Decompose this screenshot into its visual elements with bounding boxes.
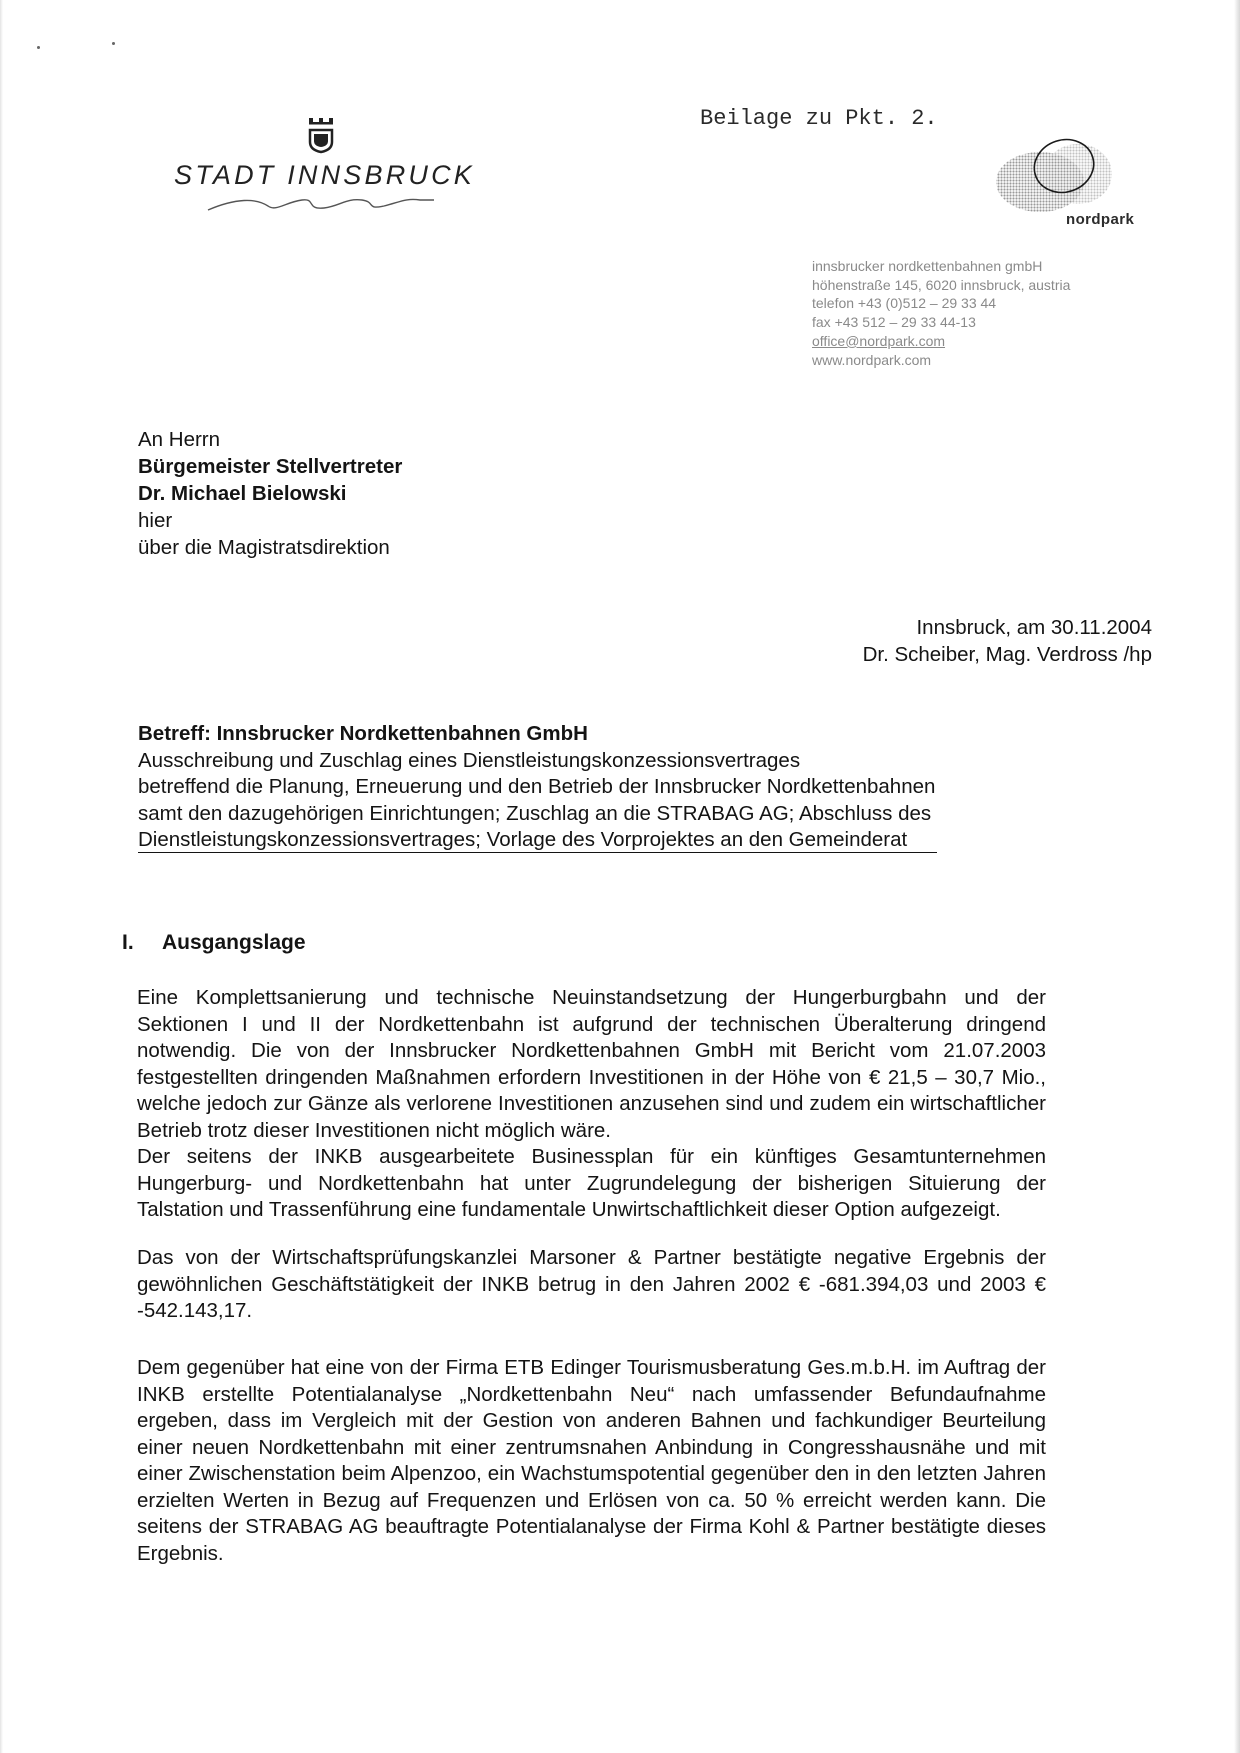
subject-line-underlined: Dienstleistungskonzessionsvertrages; Vorlage des Vorprojektes an den Gemeinderat (138, 828, 937, 853)
body-paragraph-1 (137, 985, 1046, 1224)
recipient-block (138, 426, 402, 561)
contact-email-link[interactable]: office@nordpark.com (812, 332, 946, 349)
city-crest-icon (306, 116, 336, 154)
recipient-title: Bürgemeister Stellvertreter (138, 455, 403, 478)
contact-fax: fax +43 512 – 29 33 44-13 (812, 314, 976, 331)
contact-company: innsbrucker nordkettenbahnen gmbH (812, 258, 1043, 274)
section-heading (122, 931, 306, 955)
subject-block (138, 721, 1048, 854)
authors: Dr. Scheiber, Mag. Verdross /hp (862, 643, 1152, 666)
recipient-location: hier (138, 509, 173, 532)
contact-web-link[interactable]: www.nordpark.com (812, 351, 932, 368)
subject-title: Betreff: Innsbrucker Nordkettenbahnen GmbH (138, 722, 588, 745)
paragraph-text: Dem gegenüber hat eine von der Firma ETB Edinger Tourismusberatung Ges.m.b.H. im Auftrag der INKB erstellte Potentialanalyse „Nordkettenbahn Neu“ nach umfassender Befundaufnahme ergeben, dass im Vergleich mit der Gestion von anderen Bahnen und fachkundiger Beurteilung einer neuen Nordkettenbahn mit einer zentrumsnahen Anbindung in Congresshausnähe und mit einer Zwischenstation beim Alpenzoo, ein Wachstumspotential gegenüber den in den letzten Jahren erzielten Werten in Bezug auf Frequenzen und Erlösen von ca. 50 % erreicht werden kann. Die seitens der STRABAG AG beauftragte Potentialanalyse der Firma Kohl & Partner bestätigte dieses Ergebnis. (137, 1356, 1046, 1565)
body-paragraph-2 (137, 1245, 1046, 1325)
letterhead-signature-flourish (206, 192, 438, 216)
recipient-name: Dr. Michael Bielowski (138, 482, 347, 505)
city-name: STADT INNSBRUCK (174, 160, 476, 190)
attachment-note: Beilage zu Pkt. 2. (700, 106, 938, 131)
body-paragraph-3 (137, 1355, 1046, 1567)
paragraph-text: Eine Komplettsanierung und technische Neuinstandsetzung der Hungerburgbahn und der Sektionen I und II der Nordkettenbahn ist aufgrund der technischen Überalterung dringend notwendig. Die von der Innsbrucker Nordkettenbahnen GmbH mit Bericht vom 21.07.2003 festgestellten dringenden Maßnahmen erfordern Investitionen in der Höhe von € 21,5 – 30,7 Mio., welche jedoch zur Gänze als verlorene Investitionen anzusehen sind und zudem ein wirtschaftlicher Betrieb trotz dieser Investitionen nicht möglich wäre. (137, 986, 1046, 1142)
section-title: Ausgangslage (162, 931, 306, 954)
place-date: Innsbruck, am 30.11.2004 (916, 616, 1152, 639)
nordpark-logo-icon (994, 128, 1114, 224)
recipient-salutation: An Herrn (138, 428, 221, 451)
paragraph-text: Das von der Wirtschaftsprüfungskanzlei Marsoner & Partner bestätigte negative Ergebnis der gewöhnlichen Geschäftstätigkeit der INKB betrug in den Jahren 2002 € -681.394,03 und 2003 € -542.143,17. (137, 1246, 1046, 1322)
contact-phone: telefon +43 (0)512 – 29 33 44 (812, 295, 997, 312)
nordpark-wordmark: nordpark (1066, 211, 1135, 228)
subject-line: samt den dazugehörigen Einrichtungen; Zuschlag an die STRABAG AG; Abschluss des (138, 801, 932, 825)
dateline-block (863, 614, 1152, 668)
subject-line: Ausschreibung und Zuschlag eines Dienstleistungskonzessionsvertrages (138, 748, 801, 772)
section-number: I. (122, 931, 134, 954)
paragraph-text: Der seitens der INKB ausgearbeitete Businessplan für ein künftiges Gesamtunternehmen Hungerburg- und Nordkettenbahn hat unter Zugrundelegung der bisherigen Situierung der Talstation und Trassenführung eine fundamentale Unwirtschaftlichkeit dieser Option aufgezeigt. (137, 1145, 1046, 1221)
subject-line: betreffend die Planung, Erneuerung und den Betrieb der Innsbrucker Nordkettenbahnen (138, 775, 936, 798)
scan-edge-left (0, 0, 3, 1753)
contact-address: höhenstraße 145, 6020 innsbruck, austria (812, 276, 1071, 293)
scan-speck (37, 46, 40, 49)
scan-speck (112, 42, 115, 45)
contact-block (812, 257, 1070, 369)
recipient-via: über die Magistratsdirektion (138, 536, 390, 559)
scan-edge-right (1234, 0, 1240, 1753)
